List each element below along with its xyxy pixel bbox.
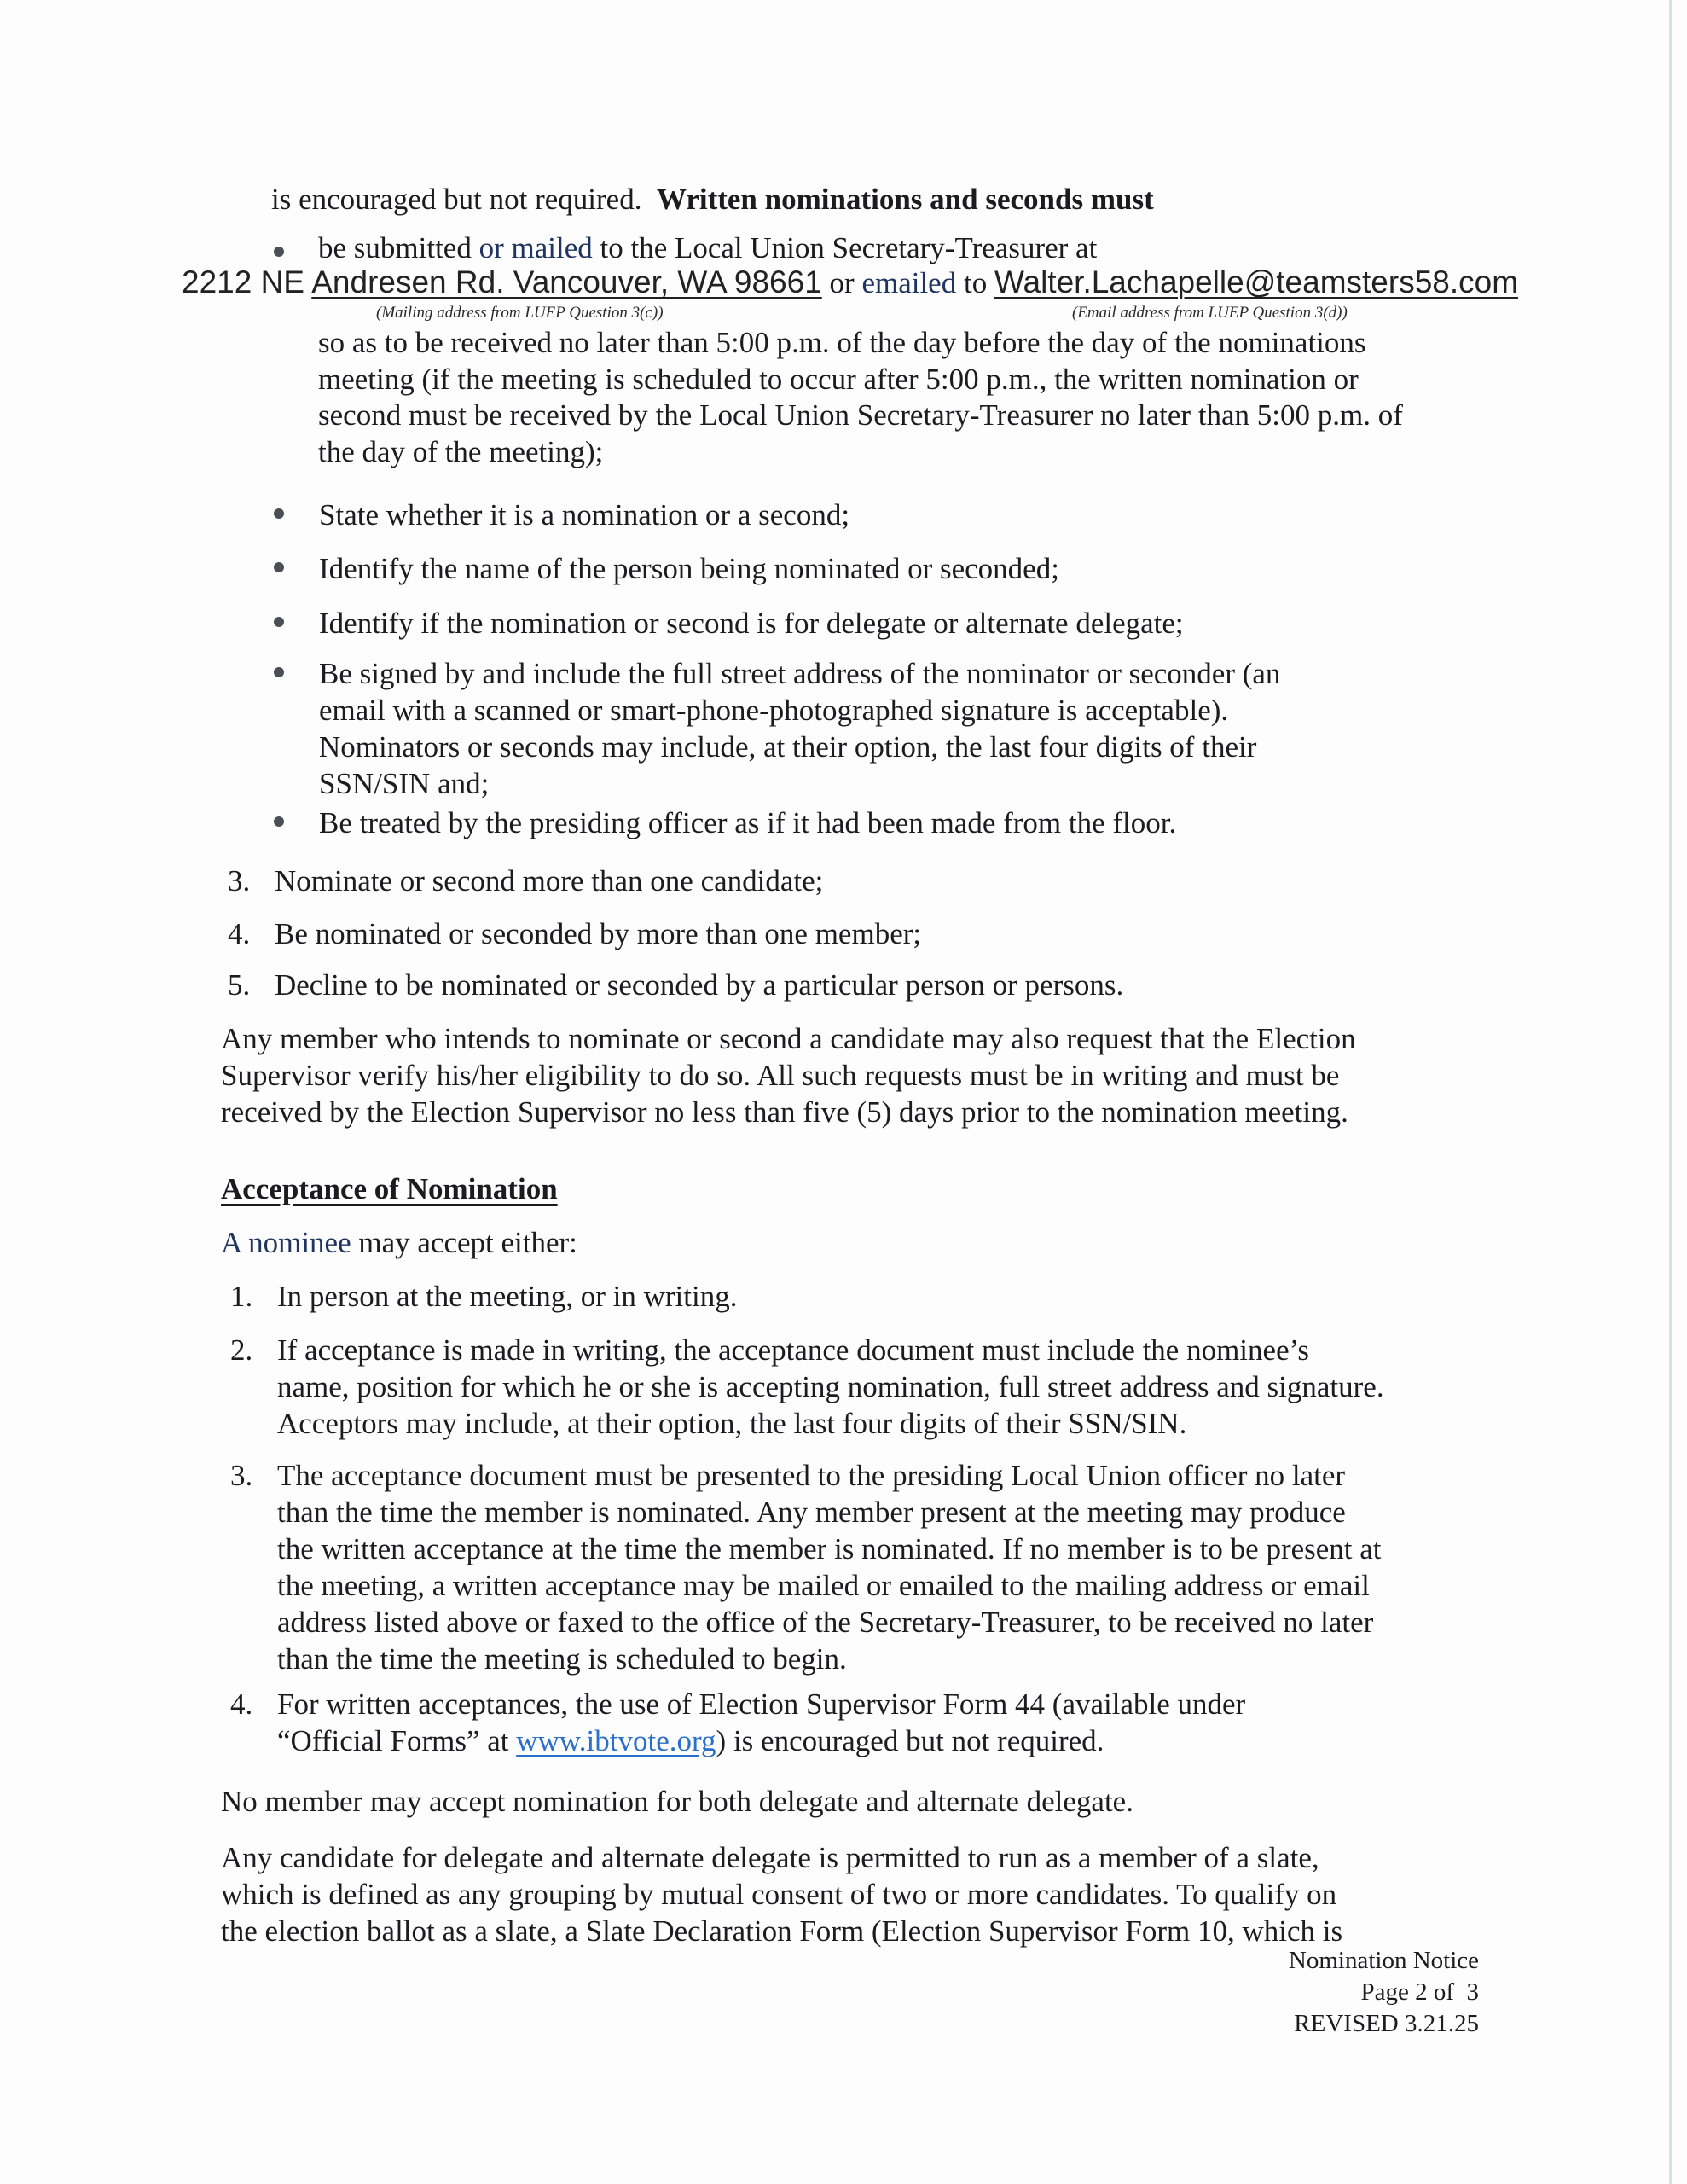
intro-plain-text: is encouraged but not required.	[271, 183, 657, 216]
bullet-icon	[274, 816, 284, 827]
eligibility-paragraph-line: received by the Election Supervisor no less than five (5) days prior to the nomination meeting.	[221, 1095, 1348, 1129]
email-address-field[interactable]: Walter.Lachapelle@teamsters58.com	[994, 264, 1519, 299]
encouraged-text: ) is encouraged but not required.	[716, 1724, 1104, 1757]
mailing-address-field[interactable]: Andresen Rd. Vancouver, WA 98661	[311, 264, 822, 299]
slate-paragraph-line: which is defined as any grouping by mutual consent of two or more candidates. To qualify on	[221, 1878, 1337, 1911]
street-number: 2212 NE	[182, 264, 312, 299]
requirement-item-line: Be signed by and include the full street address of the nominator or seconder (an	[319, 657, 1281, 690]
acceptance-heading: Acceptance of Nomination	[221, 1172, 558, 1205]
footer-page-number: Page 2 of 3	[1360, 1978, 1479, 2006]
requirement-item-line: email with a scanned or smart-phone-photographed signature is acceptable).	[319, 694, 1229, 727]
requirement-item-line: SSN/SIN and;	[319, 767, 490, 800]
requirement-item: State whether it is a nomination or a second;	[319, 498, 850, 531]
list-number: 1.	[230, 1280, 253, 1313]
submit-text-1: be submitted	[318, 231, 479, 264]
acceptance-item-line: The acceptance document must be presented to the presiding Local Union officer no later	[277, 1459, 1346, 1492]
deadline-line: the day of the meeting);	[318, 435, 604, 468]
address-line	[182, 264, 1519, 299]
list-number: 5.	[228, 968, 251, 1002]
deadline-line: so as to be received no later than 5:00 p.m. of the day before the day of the nominations	[318, 326, 1366, 359]
scan-edge-divider	[1669, 0, 1672, 2184]
intro-line	[271, 184, 1154, 214]
bullet-icon	[274, 617, 284, 627]
list-number: 2.	[230, 1333, 253, 1367]
acceptance-item: In person at the meeting, or in writing.	[277, 1280, 738, 1313]
acceptance-intro	[221, 1228, 577, 1258]
list-number: 4.	[228, 917, 251, 950]
list-number: 3.	[228, 864, 251, 897]
list-number: 4.	[230, 1687, 253, 1721]
mailing-address-label: (Mailing address from LUEP Question 3(c))	[376, 304, 664, 322]
address-or: or	[821, 266, 862, 299]
a-nominee-text: A nominee	[221, 1226, 351, 1259]
email-address-label: (Email address from LUEP Question 3(d))	[1072, 304, 1348, 322]
acceptance-item-line	[277, 1726, 1104, 1756]
requirement-item-line: Nominators or seconds may include, at their option, the last four digits of their	[319, 730, 1257, 764]
accept-either-text: may accept either:	[351, 1226, 577, 1259]
submit-text-3: to the Local Union Secretary-Treasurer at	[592, 231, 1098, 264]
acceptance-item-line: than the time the member is nominated. Any member present at the meeting may produce	[277, 1496, 1346, 1529]
list-number: 3.	[230, 1459, 253, 1492]
acceptance-item-line: name, position for which he or she is accepting nomination, full street address and signature.	[277, 1370, 1384, 1403]
requirement-item: Identify the name of the person being nominated or seconded;	[319, 552, 1059, 585]
address-emailed: emailed	[861, 266, 957, 299]
intro-bold-text: Written nominations and seconds must	[656, 183, 1154, 216]
deadline-line: meeting (if the meeting is scheduled to occur after 5:00 p.m., the written nomination or	[318, 363, 1359, 396]
acceptance-item-line: the meeting, a written acceptance may be mailed or emailed to the mailing address or email	[277, 1569, 1370, 1602]
no-member-line: No member may accept nomination for both delegate and alternate delegate.	[221, 1785, 1133, 1818]
requirement-item: Identify if the nomination or second is for delegate or alternate delegate;	[319, 607, 1184, 640]
requirement-item: Be treated by the presiding officer as if it had been made from the floor.	[319, 806, 1177, 839]
numbered-right-item: Decline to be nominated or seconded by a particular person or persons.	[275, 968, 1124, 1002]
submit-text-or-mailed: or mailed	[478, 231, 593, 264]
eligibility-paragraph-line: Supervisor verify his/her eligibility to do so. All such requests must be in writing and must be	[221, 1059, 1340, 1092]
bullet-icon	[274, 508, 284, 519]
slate-paragraph-line: the election ballot as a slate, a Slate Declaration Form (Election Supervisor Form 10, which is	[221, 1914, 1343, 1948]
numbered-right-item: Nominate or second more than one candidate;	[275, 864, 824, 897]
acceptance-item-line: than the time the meeting is scheduled to begin.	[277, 1642, 847, 1676]
acceptance-item-line: Acceptors may include, at their option, the last four digits of their SSN/SIN.	[277, 1407, 1187, 1440]
bullet-icon	[274, 667, 284, 677]
official-forms-text: “Official Forms” at	[277, 1724, 517, 1757]
slate-paragraph-line: Any candidate for delegate and alternate delegate is permitted to run as a member of a slate,	[221, 1841, 1319, 1874]
acceptance-item-line: For written acceptances, the use of Election Supervisor Form 44 (available under	[277, 1687, 1246, 1721]
deadline-line: second must be received by the Local Union Secretary-Treasurer no later than 5:00 p.m. of	[318, 398, 1403, 432]
page-footer	[1289, 1945, 1479, 2040]
footer-revised-date: REVISED 3.21.25	[1294, 2010, 1479, 2037]
footer-title: Nomination Notice	[1288, 1947, 1479, 1974]
acceptance-item-line: the written acceptance at the time the member is nominated. If no member is to be present at	[277, 1532, 1382, 1565]
ibtvote-link[interactable]: www.ibtvote.org	[516, 1724, 716, 1757]
acceptance-item-line: address listed above or faxed to the office of the Secretary-Treasurer, to be received no later	[277, 1606, 1374, 1639]
address-to: to	[956, 266, 994, 299]
submit-bullet-text	[318, 233, 1112, 263]
numbered-right-item: Be nominated or seconded by more than one member;	[275, 917, 922, 950]
eligibility-paragraph-line: Any member who intends to nominate or second a candidate may also request that the Election	[221, 1022, 1356, 1055]
bullet-icon	[274, 562, 284, 572]
acceptance-item-line: If acceptance is made in writing, the acceptance document must include the nominee’s	[277, 1333, 1309, 1367]
bullet-icon	[274, 247, 284, 257]
